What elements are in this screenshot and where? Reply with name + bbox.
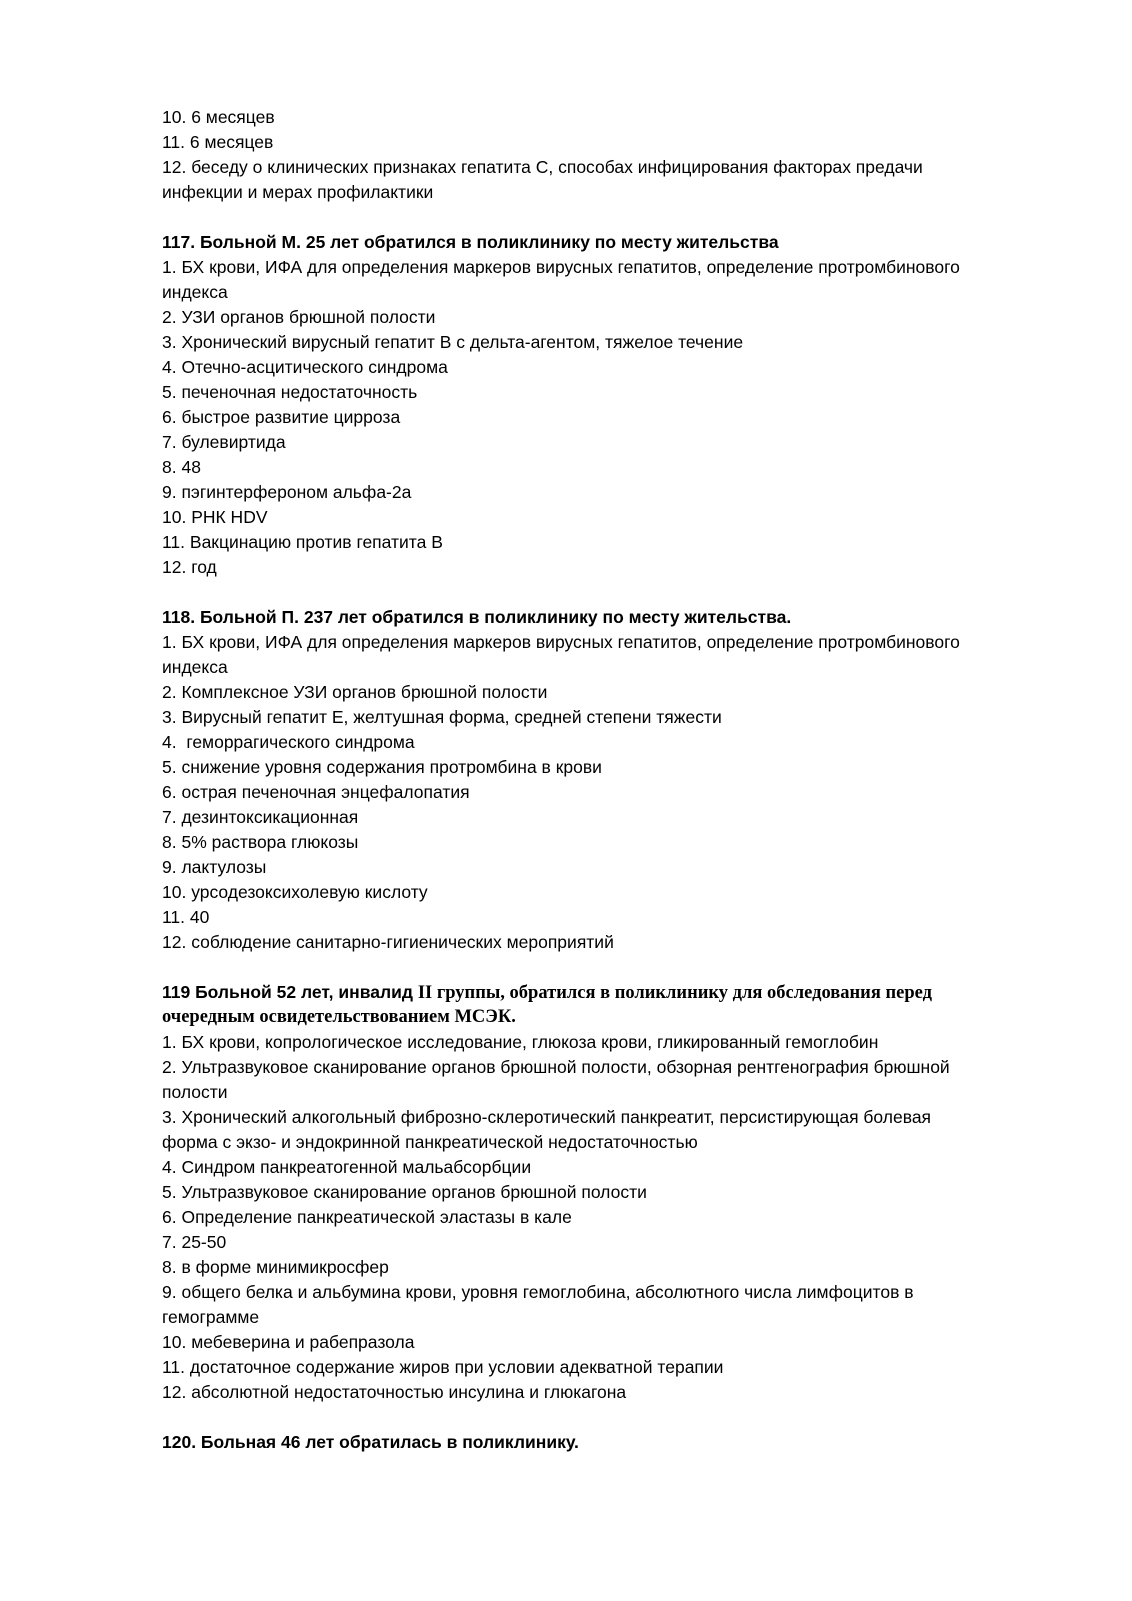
- answer-line: 1. БХ крови, ИФА для определения маркеров вирусных гепатитов, определение протромбинового: [162, 257, 960, 277]
- answer-line: 2. Комплексное УЗИ органов брюшной полости: [162, 682, 548, 702]
- answer-line: 10. мебеверина и рабепразола: [162, 1332, 415, 1352]
- spacer: [162, 580, 1042, 605]
- case-118-title: 118. Больной П. 237 лет обратился в поликлинику по месту жительства.: [162, 607, 792, 627]
- answer-line: 5. снижение уровня содержания протромбина в крови: [162, 757, 602, 777]
- spacer: [162, 955, 1042, 980]
- case-117-title: 117. Больной М. 25 лет обратился в поликлинику по месту жительства: [162, 232, 779, 252]
- answer-line: 6. Определение панкреатической эластазы в кале: [162, 1207, 572, 1227]
- answer-line: 11. Вакцинацию против гепатита В: [162, 532, 443, 552]
- answer-line: 3. Вирусный гепатит Е, желтушная форма, средней степени тяжести: [162, 707, 722, 727]
- answer-line: 10. 6 месяцев: [162, 107, 275, 127]
- answer-line: 7. булевиртида: [162, 432, 286, 452]
- answer-line: индекса: [162, 657, 228, 677]
- case-119-title-part1: 119 Больной 52 лет, инвалид: [162, 982, 418, 1002]
- answer-line: 9. лактулозы: [162, 857, 267, 877]
- answer-line: 1. БХ крови, копрологическое исследование, глюкоза крови, гликированный гемоглобин: [162, 1032, 879, 1052]
- answer-line: индекса: [162, 282, 228, 302]
- answer-line: 11. 6 месяцев: [162, 132, 274, 152]
- answer-line: 5. печеночная недостаточность: [162, 382, 418, 402]
- answer-line: 11. 40: [162, 907, 210, 927]
- case-119-title: [162, 980, 1042, 1005]
- case-120-title: 120. Больная 46 лет обратилась в поликлинику.: [162, 1432, 579, 1452]
- answer-line: 12. соблюдение санитарно-гигиенических мероприятий: [162, 932, 614, 952]
- answer-line: 1. БХ крови, ИФА для определения маркеров вирусных гепатитов, определение протромбинового: [162, 632, 960, 652]
- answer-line: 12. год: [162, 557, 217, 577]
- answer-line: 9. пэгинтерфероном альфа-2а: [162, 482, 412, 502]
- answer-line: 12. абсолютной недостаточностью инсулина и глюкагона: [162, 1382, 627, 1402]
- answer-line: 6. острая печеночная энцефалопатия: [162, 782, 470, 802]
- answer-line: гемограмме: [162, 1307, 260, 1327]
- answer-line: 7. 25-50: [162, 1232, 227, 1252]
- answer-line: 6. быстрое развитие цирроза: [162, 407, 401, 427]
- answer-line: 11. достаточное содержание жиров при условии адекватной терапии: [162, 1357, 724, 1377]
- answer-line: 2. УЗИ органов брюшной полости: [162, 307, 436, 327]
- answer-line: 2. Ультразвуковое сканирование органов брюшной полости, обзорная рентгенография брюшной: [162, 1057, 950, 1077]
- answer-line: форма с экзо- и эндокринной панкреатической недостаточностью: [162, 1132, 698, 1152]
- answer-line: 4. Отечно-асцитического синдрома: [162, 357, 448, 377]
- answer-line: 8. в форме минимикросфер: [162, 1257, 389, 1277]
- case-119-title-line2: очередным освидетельствованием МСЭК.: [162, 1007, 516, 1027]
- answer-line: 4. геморрагического синдрома: [162, 732, 415, 752]
- case-119-title-part2: II группы, обратился в поликлинику для обследования перед: [417, 983, 932, 1003]
- document-page: [162, 105, 1042, 1455]
- answer-line: полости: [162, 1082, 228, 1102]
- answer-line: 4. Синдром панкреатогенной мальабсорбции: [162, 1157, 532, 1177]
- answer-line: 9. общего белка и альбумина крови, уровня гемоглобина, абсолютного числа лимфоцитов в: [162, 1282, 914, 1302]
- answer-line: 10. урсодезоксихолевую кислоту: [162, 882, 428, 902]
- spacer: [162, 205, 1042, 230]
- answer-line: 8. 48: [162, 457, 201, 477]
- answer-line: 3. Хронический алкогольный фиброзно-склеротический панкреатит, персистирующая болевая: [162, 1107, 932, 1127]
- answer-line: 7. дезинтоксикационная: [162, 807, 359, 827]
- answer-line: 8. 5% раствора глюкозы: [162, 832, 359, 852]
- answer-line: 5. Ультразвуковое сканирование органов брюшной полости: [162, 1182, 647, 1202]
- answer-line: 10. РНК HDV: [162, 507, 268, 527]
- answer-line: 3. Хронический вирусный гепатит В с дельта-агентом, тяжелое течение: [162, 332, 744, 352]
- answer-line: 12. беседу о клинических признаках гепатита С, способах инфицирования факторах предачи: [162, 157, 923, 177]
- spacer: [162, 1405, 1042, 1430]
- answer-line: инфекции и мерах профилактики: [162, 182, 434, 202]
